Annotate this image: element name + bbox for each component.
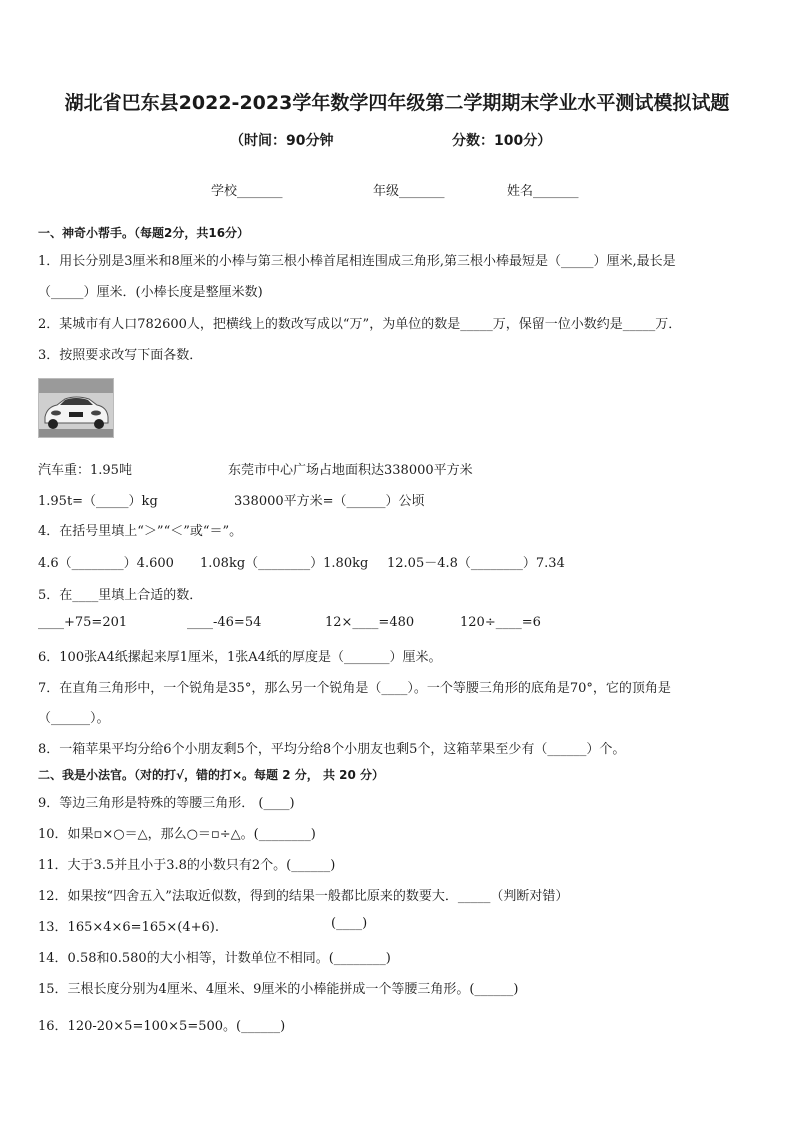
- question-4-a: 4.6（________）4.600: [38, 556, 174, 571]
- plaza-area-blank: 338000平方米=（______）公顷: [234, 494, 425, 509]
- question-6: 6．100张A4纸摞起来厚1厘米，1张A4纸的厚度是（_______）厘米。: [38, 650, 442, 665]
- question-12: 12．如果按“四舍五入”法取近似数，得到的结果一般都比原来的数要大．_____（判断对错）: [38, 889, 569, 904]
- total-score: 分数：100分）: [452, 133, 552, 149]
- car-weight-blank: 1.95t=（_____）kg: [38, 494, 158, 509]
- question-5-b: ____-46=54: [187, 615, 262, 630]
- question-2: 2．某城市有人口782600人，把横线上的数改写成以“万”，为单位的数是_____万，保留一位小数约是_____万．: [38, 317, 682, 332]
- question-11: 11．大于3.5并且小于3.8的小数只有2个。(______): [38, 858, 336, 873]
- car-weight-text: 汽车重：1.95吨: [38, 463, 132, 478]
- question-10: 10．如果▫×○＝△，那么○＝▫÷△。(________): [38, 827, 316, 842]
- question-5-c: 12×____=480: [325, 615, 415, 630]
- question-15: 15．三根长度分别为4厘米、4厘米、9厘米的小棒能拼成一个等腰三角形。(______): [38, 982, 519, 997]
- question-13: 13．165×4×6=165×(4+6).: [38, 920, 219, 935]
- question-3: 3．按照要求改写下面各数．: [38, 348, 203, 363]
- question-1-line-2: （_____）厘米．(小棒长度是整厘米数): [38, 285, 263, 300]
- question-14: 14．0.58和0.580的大小相等，计数单位不相同。(________): [38, 951, 391, 966]
- question-5: 5．在____里填上合适的数．: [38, 588, 203, 603]
- section-2-heading: 二、我是小法官。（对的打√，错的打×。每题 2 分， 共 20 分）: [38, 768, 384, 782]
- time-limit: （时间：90分钟: [230, 133, 334, 149]
- question-13-blank: (____): [331, 916, 368, 931]
- question-1-line-1: 1．用长分别是3厘米和8厘米的小棒与第三根小棒首尾相连围成三角形,第三根小棒最短是（_____）厘米,最长是: [38, 254, 676, 269]
- question-4-c: 12.05－4.8（________）7.34: [387, 556, 565, 571]
- grade-field[interactable]: 年级_______: [373, 184, 445, 199]
- page-title: 湖北省巴东县2022-2023学年数学四年级第二学期期末学业水平测试模拟试题: [64, 92, 730, 114]
- question-5-d: 120÷____=6: [460, 615, 541, 630]
- school-field[interactable]: 学校_______: [211, 184, 283, 199]
- plaza-area-text: 东莞市中心广场占地面积达338000平方米: [228, 463, 473, 478]
- section-1-heading: 一、神奇小帮手。（每题2分，共16分）: [38, 226, 250, 240]
- question-5-a: ____+75=201: [38, 615, 128, 630]
- question-4: 4．在括号里填上“＞”“＜”或“＝”。: [38, 524, 243, 539]
- question-7-line-1: 7．在直角三角形中，一个锐角是35°，那么另一个锐角是（____）。一个等腰三角形的底角是70°，它的顶角是: [38, 681, 671, 696]
- car-photo-icon: [38, 378, 114, 438]
- question-4-b: 1.08kg（________）1.80kg: [200, 556, 369, 571]
- question-16: 16．120-20×5=100×5=500。(______): [38, 1019, 286, 1034]
- name-field[interactable]: 姓名_______: [507, 184, 579, 199]
- question-9: 9．等边三角形是特殊的等腰三角形． (____): [38, 796, 295, 811]
- question-8: 8．一箱苹果平均分给6个小朋友剩5个，平均分给8个小朋友也剩5个，这箱苹果至少有（______）个。: [38, 742, 626, 757]
- question-7-line-2: （______）。: [38, 711, 110, 726]
